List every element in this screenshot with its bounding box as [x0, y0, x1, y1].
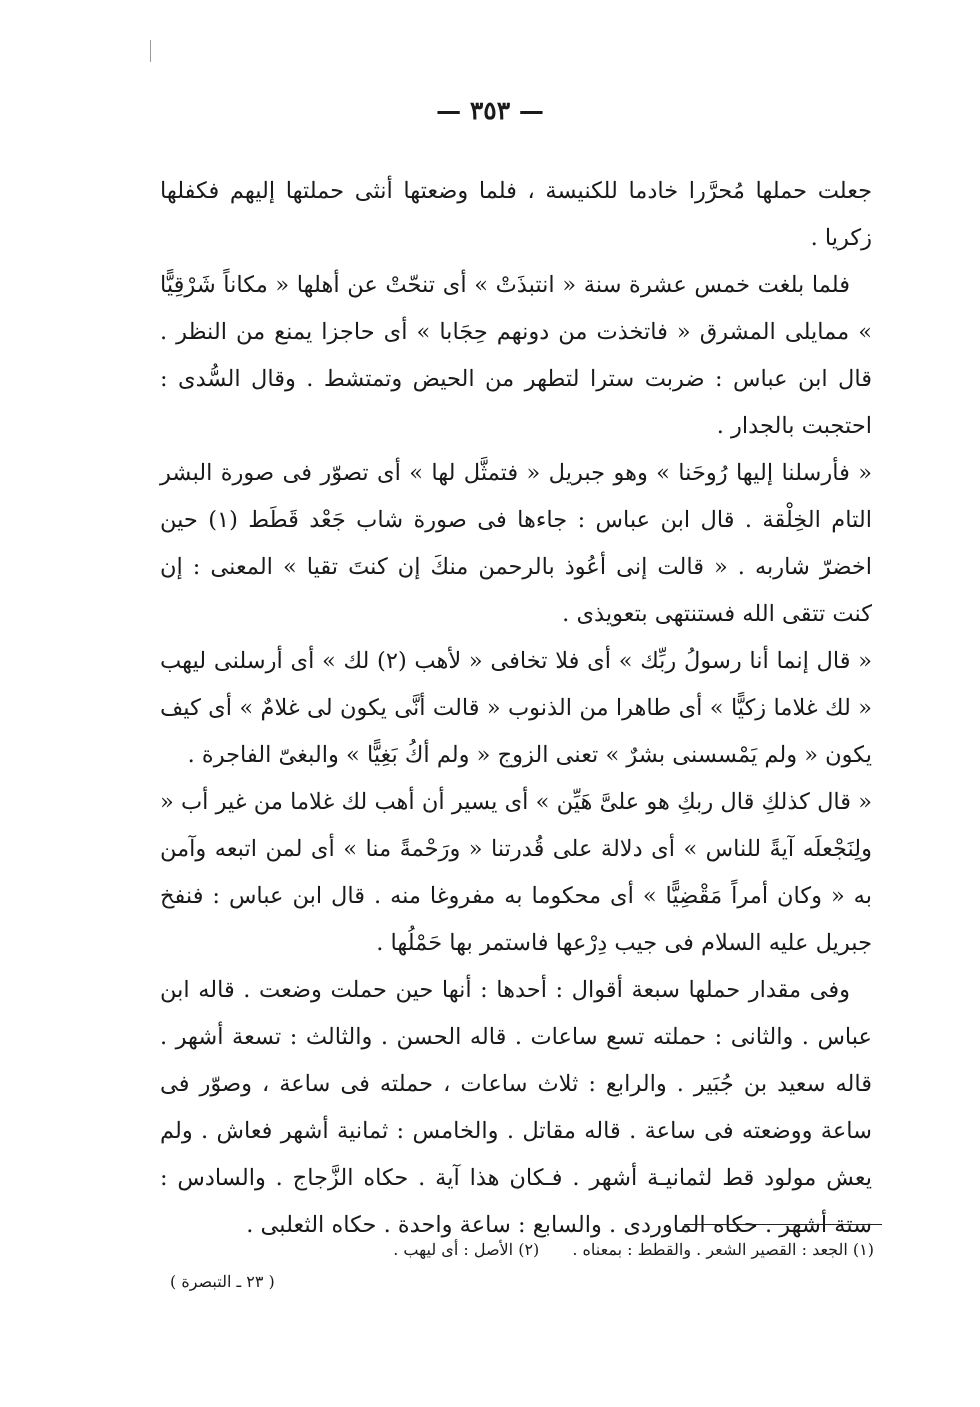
page-number: — ٣٥٣ —: [436, 96, 544, 125]
footnote-2: (٢) الأصل : أى ليهب .: [393, 1240, 540, 1259]
paragraph-5: « قال كذلكِ قال ربكِ هو علىَّ هَيِّن » أى يسير أن أهب لك غلاما من غير أب « ولِنَجْعلَه آيةً للناس » أى دلالة على قُدرتنا « ورَحْمةً منا » أى لمن اتبعه وآمن به « وكان أمراً مَقْضِيًّا » أى محكوما به مفروغا منه . قال ابن عباس : فنفخ جبريل عليه السلام فى جيب دِرْعها فاستمر بها حَمْلُها .: [160, 789, 872, 956]
margin-mark: [150, 40, 151, 62]
footnotes: [300, 1236, 874, 1264]
body-text: [160, 168, 872, 1249]
paragraph-3: « فأرسلنا إليها رُوحَنا » وهو جبريل « فتمثَّل لها » أى تصوّر فى صورة البشر التام الخِلْقة . قال ابن عباس : جاءها فى صورة شاب جَعْد قَطَط (١) حين اخضرّ شاربه . « قالت إنى أعُوذ بالرحمن منكَ إن كنتَ تقيا » المعنى : إن كنت تتقى الله فستنتهى بتعويذى .: [160, 460, 872, 627]
paragraph-6: وفى مقدار حملها سبعة أقوال : أحدها : أنها حين حملت وضعت . قاله ابن عباس . والثانى : حملته تسع ساعات . قاله الحسن . والثالث : تسعة أشهر . قاله سعيد بن جُبَير . والرابع : ثلاث ساعات ، حملته فى ساعة ، وصوّر فى ساعة ووضعته فى ساعة . قاله مقاتل . والخامس : ثمانية أشهر فعاش . ولم يعش مولود قط لثمانيـة أشهر . فـكان هذا آية . حكاه الزَّجاج . والسادس : ستة أشهر . حكاه الماوردى . والسابع : ساعة واحدة . حكاه الثعلبى .: [160, 977, 872, 1238]
paragraph-1: جعلت حملها مُحرَّرا خادما للكنيسة ، فلما وضعتها أنثى حملتها إليهم فكفلها زكريا .: [160, 178, 872, 251]
footnote-1: (١) الجعد : القصير الشعر . والقطط : بمعناه .: [572, 1240, 874, 1259]
paragraph-4: « قال إنما أنا رسولُ ربِّك » أى فلا تخافى « لأهب (٢) لك » أى أرسلنى ليهب « لك غلاما زكيًّا » أى طاهرا من الذنوب « قالت أنَّى يكون لى غلامٌ » أى كيف يكون « ولم يَمْسسنى بشرٌ » تعنى الزوج « ولم أكُ بَغِيًّا » والبغىّ الفاجرة .: [160, 648, 872, 768]
paragraph-2: فلما بلغت خمس عشرة سنة « انتبذَتْ » أى تنحّتْ عن أهلها « مكاناً شَرْقِيًّا » ممايلى المشرق « فاتخذت من دونهم حِجَابا » أى حاجزا يمنع من النظر . قال ابن عباس : ضربت سترا لتطهر من الحيض وتمتشط . وقال السُّدى : احتجبت بالجدار .: [160, 272, 872, 439]
footnote-divider: [684, 1224, 882, 1225]
printer-signature: ( ٢٣ ـ التبصرة ): [170, 1272, 275, 1291]
